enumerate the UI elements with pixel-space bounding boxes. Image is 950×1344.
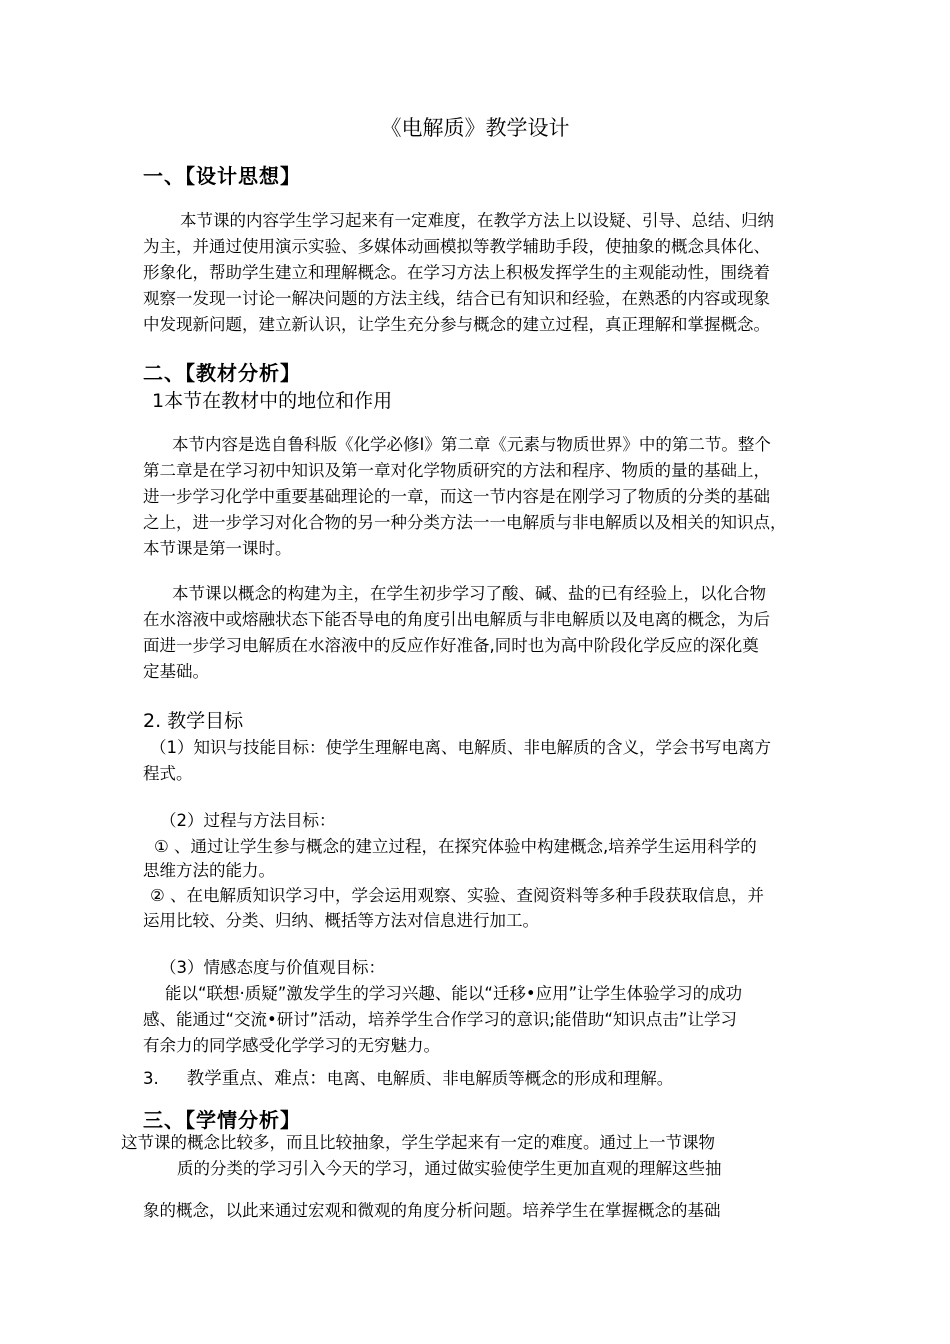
paragraph-line: 这节课的概念比较多，而且比较抽象，学生学起来有一定的难度。通过上一节课物: [121, 1133, 715, 1152]
paragraph-line: 思维方法的能力。: [143, 861, 275, 880]
paragraph-line: 在水溶液中或熔融状态下能否导电的角度引出电解质与非电解质以及电离的概念，为后: [143, 610, 770, 629]
paragraph-line: 象的概念，以此来通过宏观和微观的角度分析问题。培养学生在掌握概念的基础: [143, 1201, 721, 1220]
paragraph-line: 之上，进一步学习对化合物的另一种分类方法一一电解质与非电解质以及相关的知识点，: [143, 513, 787, 532]
section-heading-student-analysis: 三、【学情分析】: [143, 1108, 301, 1132]
key-points-label: 教学重点、难点：: [186, 1069, 327, 1089]
section-heading-design-idea: 一、【设计思想】: [143, 164, 301, 188]
paragraph-line: 运用比较、分类、归纳、概括等方法对信息进行加工。: [143, 911, 539, 930]
goal-title-emotion: （3）情感态度与价值观目标：: [160, 958, 385, 977]
paragraph-line: 程式。: [143, 764, 193, 783]
paragraph-line: ① 、通过让学生参与概念的建立过程，在探究体验中构建概念,培养学生运用科学的: [154, 837, 757, 856]
paragraph-line: 形象化，帮助学生建立和理解概念。在学习方法上积极发挥学生的主观能动性，围绕着: [143, 263, 770, 282]
paragraph-line: 感、能通过“交流•研讨”活动，培养学生合作学习的意识;能借助“知识点击”让学习: [143, 1010, 737, 1029]
paragraph-line: 观察一发现一讨论一解决问题的方法主线，结合已有知识和经验，在熟悉的内容或现象: [143, 289, 770, 308]
paragraph-line: 能以“联想·质疑”激发学生的学习兴趣、能以“迁移•应用”让学生体验学习的成功: [165, 984, 743, 1003]
paragraph-line: 定基础。: [143, 662, 209, 681]
paragraph-line: （1）知识与技能目标：使学生理解电离、电解质、非电解质的含义，学会书写电离方: [150, 738, 771, 757]
paragraph-line: 本节课是第一课时。: [143, 539, 292, 558]
key-points-text: 电离、电解质、非电解质等概念的形成和理解。: [326, 1069, 674, 1088]
goal-title-process: （2）过程与方法目标：: [160, 811, 336, 830]
key-points-line: [143, 1066, 673, 1093]
key-points-number: 3.: [143, 1069, 159, 1088]
document-title: 《电解质》教学设计: [380, 116, 570, 140]
paragraph-line: 质的分类的学习引入今天的学习，通过做实验使学生更加直观的理解这些抽: [177, 1159, 722, 1178]
paragraph-line: ② 、在电解质知识学习中，学会运用观察、实验、查阅资料等多种手段获取信息，并: [150, 886, 765, 905]
section-heading-textbook-analysis: 二、【教材分析】: [143, 361, 301, 385]
paragraph-line: 中发现新问题，建立新认识，让学生充分参与概念的建立过程，真正理解和掌握概念。: [143, 315, 770, 334]
paragraph-line: 第二章是在学习初中知识及第一章对化学物质研究的方法和程序、物质的量的基础上，: [143, 461, 770, 480]
subsection-heading-goals: 2. 教学目标: [143, 710, 244, 732]
paragraph-line: 面进一步学习电解质在水溶液中的反应作好准备,同时也为高中阶段化学反应的深化奠: [143, 636, 759, 655]
paragraph-line: 进一步学习化学中重要基础理论的一章，而这一节内容是在刚学习了物质的分类的基础: [143, 487, 770, 506]
paragraph-line: 本节内容是选自鲁科版《化学必修Ⅰ》第二章《元素与物质世界》中的第二节。整个: [172, 435, 771, 454]
subsection-heading-position: 1本节在教材中的地位和作用: [152, 390, 393, 412]
paragraph-line: 本节课的内容学生学习起来有一定难度，在教学方法上以设疑、引导、总结、归纳: [180, 211, 774, 230]
paragraph-line: 为主，并通过使用演示实验、多媒体动画模拟等教学辅助手段，使抽象的概念具体化、: [143, 237, 770, 256]
paragraph-line: 有余力的同学感受化学学习的无穷魅力。: [143, 1036, 440, 1055]
paragraph-line: 本节课以概念的构建为主，在学生初步学习了酸、碱、盐的已有经验上，以化合物: [172, 584, 766, 603]
